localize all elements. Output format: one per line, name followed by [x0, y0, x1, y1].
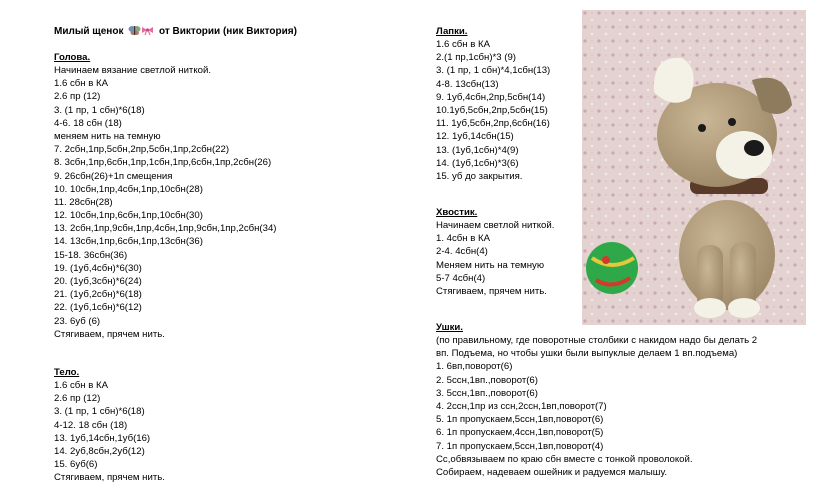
section-heading: Лапки. [436, 26, 468, 37]
instruction-line: Начинаем вязание светлой ниткой. [54, 65, 211, 76]
instruction-line: 4-8. 13сбн(13) [436, 78, 499, 90]
instruction-line: 3. (1 пр, 1 сбн)*6(18) [54, 406, 145, 418]
puppy-paw-left [694, 298, 726, 318]
instruction-line: 14. (1уб,1сбн)*3(6) [436, 157, 519, 169]
section-lines [436, 334, 757, 479]
section-lines [436, 38, 550, 183]
instruction-line: 1.6 сбн в КА [54, 380, 109, 391]
instruction-line: 10.1уб,5сбн,2пр,5сбн(15) [436, 104, 548, 116]
instruction-line: (по правильному, где поворотные столбики с накидом надо бы делать 2 [436, 335, 758, 346]
instruction-line: Стягиваем, прячем нить. [54, 328, 165, 340]
section-paws [436, 25, 550, 183]
section-lines [436, 219, 554, 298]
instruction-line: Начинаем светлой ниткой. [436, 220, 555, 231]
instruction-line: 3. (1 пр, 1 сбн)*4,1сбн(13) [436, 65, 551, 77]
instruction-line: 11. 28сбн(28) [54, 196, 113, 208]
instruction-line: 12. 1уб,14сбн(15) [436, 131, 514, 143]
instruction-line: 1. 6вп,поворот(6) [436, 361, 513, 373]
title-prefix: Милый щенок [54, 26, 124, 37]
instruction-line: Меняем нить на темную [436, 259, 545, 271]
page-title [54, 24, 297, 37]
instruction-line: 1.6 сбн в КА [54, 78, 109, 90]
instruction-line: вп. Подъема, но чтобы ушки были выпуклые делаем 1 вп.подъема) [436, 348, 738, 360]
instruction-line: 15. 6уб(6) [54, 459, 98, 471]
section-tail [436, 206, 554, 298]
instruction-line: 1.6 сбн в КА [436, 39, 491, 50]
instruction-line: 14. 13сбн,1пр,6сбн,1пр,13сбн(36) [54, 236, 203, 248]
instruction-line: 14. 2уб,8сбн,2уб(12) [54, 445, 145, 457]
instruction-line: 13. 2сбн,1пр,9сбн,1пр,4сбн,1пр,9сбн,1пр,2сбн(34) [54, 223, 277, 235]
instruction-line: 2.6 пр (12) [54, 91, 101, 103]
section-heading: Хвостик. [436, 207, 478, 218]
instruction-line: 11. 1уб,5сбн,2пр,6сбн(16) [436, 118, 550, 130]
instruction-line: 3. 5ссн,1вп.,поворот(6) [436, 387, 538, 399]
section-heading: Тело. [54, 367, 80, 378]
section-heading: Голова. [54, 52, 91, 63]
instruction-line: 2-4. 4сбн(4) [436, 246, 488, 258]
instruction-line: 20. (1уб,3сбн)*6(24) [54, 276, 142, 287]
instruction-line: 13. (1уб,1сбн)*4(9) [436, 144, 519, 156]
instruction-line: 5. 1п пропускаем,5ссн,1вп,поворот(6) [436, 414, 604, 426]
butterfly-icon [129, 26, 141, 35]
title-suffix: от Виктории (ник Виктория) [159, 26, 297, 37]
instruction-line: меняем нить на темную [54, 130, 161, 142]
instruction-line: 19. (1уб,4сбн)*6(30) [54, 262, 142, 274]
butterfly-bow-icon [128, 24, 154, 36]
section-heading: Ушки. [436, 322, 463, 333]
instruction-line: 4-6. 18 сбн (18) [54, 117, 122, 129]
section-head [54, 51, 276, 341]
instruction-line: 22. (1уб,1сбн)*6(12) [54, 302, 142, 314]
instruction-line: 4-12. 18 сбн (18) [54, 419, 128, 431]
instruction-line: 4. 2ссн,1пр из ссн,2ссн,1вп,поворот(7) [436, 400, 607, 412]
instruction-line: 9. 1уб,4сбн,2пр,5сбн(14) [436, 91, 546, 103]
puppy-paw-right [728, 298, 760, 318]
instruction-line: 7. 2сбн,1пр,5сбн,2пр,5сбн,1пр,2сбн(22) [54, 144, 230, 156]
instruction-line: 6. 1п пропускаем,4ссн,1вп,поворот(5) [436, 427, 604, 439]
instruction-line: 13. 1уб,14сбн,1уб(16) [54, 432, 151, 444]
ball-spot [602, 256, 610, 264]
instruction-line: 23. 6уб (6) [54, 315, 101, 327]
puppy-body [679, 200, 775, 310]
instruction-line: 3. (1 пр, 1 сбн)*6(18) [54, 104, 145, 116]
instruction-line: 10. 10сбн,1пр,4сбн,1пр,10сбн(28) [54, 183, 203, 195]
puppy-eye-right [728, 118, 736, 126]
puppy-nose [744, 140, 764, 156]
section-lines [54, 379, 165, 485]
instruction-line: 2.6 пр (12) [54, 393, 101, 405]
instruction-line: Стягиваем, прячем нить. [436, 285, 547, 297]
instruction-line: Сс,обвязываем по краю сбн вместе с тонкой проволокой. [436, 453, 693, 465]
instruction-line: 12. 10сбн,1пр,6сбн,1пр,10сбн(30) [54, 210, 203, 222]
section-lines [54, 64, 276, 341]
instruction-line: 1. 4сбн в КА [436, 233, 491, 245]
instruction-line: 8. 3сбн,1пр,6сбн,1пр,1сбн,1пр,6сбн,1пр,2сбн(26) [54, 157, 272, 169]
instruction-line: 7. 1п пропускаем,5ссн,1вп,поворот(4) [436, 440, 604, 452]
instruction-line: 2.(1 пр,1сбн)*3 (9) [436, 52, 516, 64]
puppy-eye-left [698, 124, 706, 132]
instruction-line: 9. 26сбн(26)+1п смещения [54, 170, 173, 182]
bow-icon [142, 27, 153, 35]
section-body [54, 366, 165, 485]
instruction-line: Стягиваем, прячем нить. [54, 472, 165, 484]
instruction-line: 15-18. 36сбн(36) [54, 249, 128, 261]
instruction-line: 21. (1уб,2сбн)*6(18) [54, 289, 142, 301]
puppy-muzzle [716, 131, 772, 179]
section-ears [436, 321, 757, 479]
instruction-line: 15. уб до закрытия. [436, 170, 523, 182]
puppy-illustration [582, 10, 806, 325]
instruction-line: Собираем, надеваем ошейник и радуемся малышу. [436, 466, 667, 478]
puppy-photo [582, 10, 806, 325]
instruction-line: 2. 5ссн,1вп.,поворот(6) [436, 374, 538, 386]
instruction-line: 5-7 4сбн(4) [436, 272, 486, 284]
